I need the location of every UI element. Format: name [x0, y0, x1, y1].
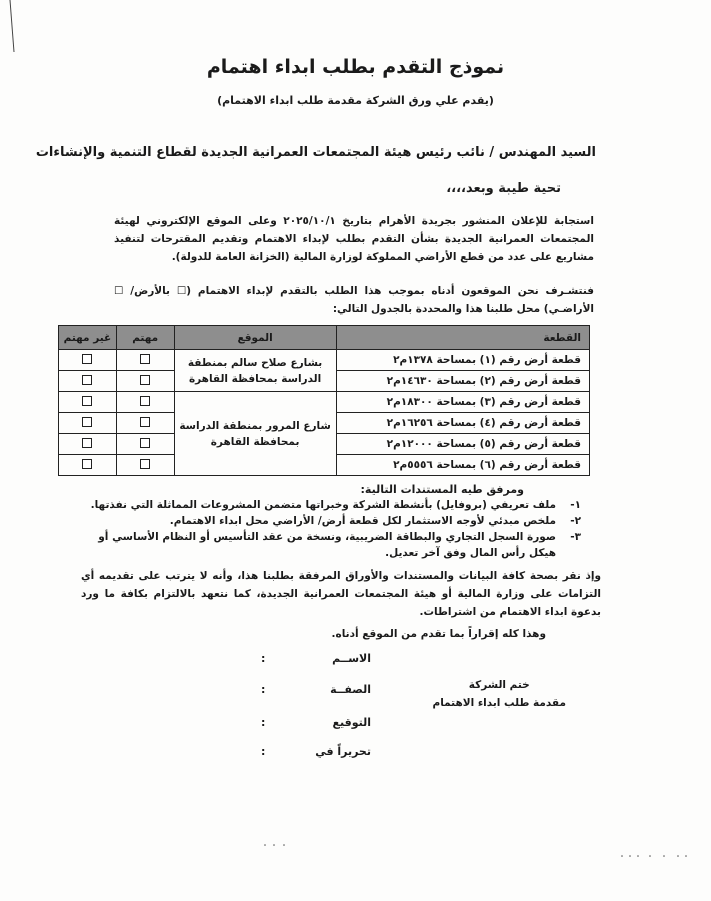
interested-cell: [116, 434, 174, 455]
scan-mark: [4, 0, 24, 55]
plot-cell: قطعة أرض رقم (٤) بمساحة ١٦٢٥٦م٢: [336, 413, 589, 434]
signature-title-field[interactable]: الصفــة :: [261, 683, 371, 696]
header-not-interested: غير مهتم: [59, 326, 117, 350]
not-interested-checkbox[interactable]: [82, 354, 92, 364]
paragraph-request: فنتشـرف نحن الموقعون أدناه بموجب هذا الطلب بالتقدم لإبداء الاهتمام (☐ بالأرض/ ☐ الأراضـي) محل طلبنا هذا والمحددة بالجدول التالي:: [114, 285, 594, 315]
document-title: نموذج التقدم بطلب ابداء اهتمام: [206, 56, 505, 78]
scan-noise: [262, 842, 292, 848]
greeting: تحية طيبة وبعد،،،،: [446, 181, 561, 196]
not-interested-checkbox[interactable]: [82, 417, 92, 427]
not-interested-checkbox[interactable]: [82, 438, 92, 448]
stamp-line-1: ختم الشركة: [468, 679, 530, 691]
signature-name-field[interactable]: الاســم :: [261, 652, 371, 665]
list-item: [76, 497, 581, 513]
list-item: [76, 529, 581, 561]
paragraph-declaration: وإذ نقر بصحة كافة البيانات والمستندات والأوراق المرفقة بطلبنا هذا، وأنه لا يترتب على تقديمه أي التزامات على وزارة المالية أو هيئة المجتمعات العمرانية الجديدة، كما نتعهد بالالتزام بكافة ما ورد بدعوة ابداء الاهتمام من اشتراطات.: [81, 570, 601, 618]
interested-cell: [116, 455, 174, 476]
not-interested-cell: [59, 455, 117, 476]
not-interested-cell: [59, 371, 117, 392]
field-label: التوقيع: [332, 716, 371, 729]
interested-checkbox[interactable]: [140, 438, 150, 448]
list-item: [76, 513, 581, 529]
interested-checkbox[interactable]: [140, 417, 150, 427]
attachments-list: [76, 497, 581, 561]
signature-date-field[interactable]: تحريراً في :: [261, 745, 371, 758]
interested-cell: [116, 350, 174, 371]
not-interested-cell: [59, 434, 117, 455]
interested-checkbox[interactable]: [140, 375, 150, 385]
not-interested-checkbox[interactable]: [82, 375, 92, 385]
not-interested-cell: [59, 392, 117, 413]
table-row: [59, 392, 590, 413]
not-interested-cell: [59, 350, 117, 371]
interested-checkbox[interactable]: [140, 354, 150, 364]
site-cell: شارع المرور بمنطقة الدراسة بمحافظة القاهرة: [174, 392, 336, 476]
addressee: السيد المهندس / نائب رئيس هيئة المجتمعات العمرانية الجديدة لقطاع التنمية والإنشاءات: [35, 145, 596, 160]
list-item-text: صورة السجل التجاري والبطاقة الضريبية، ونسخة من عقد التأسيس أو النظام الأساسي أو هيكل رأس المال وفق آخر تعديل.: [98, 531, 556, 559]
interested-cell: [116, 413, 174, 434]
table-header-row: [59, 326, 590, 350]
plot-cell: قطعة أرض رقم (٥) بمساحة ١٢٠٠٠م٢: [336, 434, 589, 455]
header-plot: القطعة: [336, 326, 589, 350]
not-interested-cell: [59, 413, 117, 434]
field-label: الاســم: [332, 652, 371, 665]
table-row: [59, 350, 590, 371]
plot-cell: قطعة أرض رقم (٣) بمساحة ١٨٣٠٠م٢: [336, 392, 589, 413]
signature-sign-field[interactable]: التوقيع :: [261, 716, 371, 729]
interested-cell: [116, 392, 174, 413]
field-label: الصفــة: [330, 683, 371, 696]
field-label: تحريراً في: [315, 745, 371, 758]
stamp-line-2: مقدمة طلب ابداء الاهتمام: [432, 697, 566, 709]
not-interested-checkbox[interactable]: [82, 396, 92, 406]
list-item-number: ١-: [570, 499, 581, 511]
list-item-number: ٢-: [570, 515, 581, 527]
site-cell: بشارع صلاح سالم بمنطقة الدراسة بمحافظة القاهرة: [174, 350, 336, 392]
interested-checkbox[interactable]: [140, 459, 150, 469]
scan-noise: [620, 853, 690, 859]
interested-checkbox[interactable]: [140, 396, 150, 406]
plots-table: [58, 325, 590, 476]
list-item-text: ملف تعريفي (بروفايل) بأنشطة الشركة وخبراتها متضمن المشروعات المماثلة التي نفذتها.: [90, 499, 556, 511]
document-subtitle: (يقدم علي ورق الشركة مقدمة طلب ابداء الاهتمام): [217, 94, 494, 107]
list-item-number: ٣-: [570, 531, 581, 543]
plot-cell: قطعة أرض رقم (٢) بمساحة ١٤٦٣٠م٢: [336, 371, 589, 392]
plot-cell: قطعة أرض رقم (١) بمساحة ١٣٧٨م٢: [336, 350, 589, 371]
header-interested: مهتم: [116, 326, 174, 350]
paragraph-intro: استجابة للإعلان المنشور بجريدة الأهرام بتاريخ ٢٠٢٥/١٠/١ وعلى الموقع الإلكتروني لهيئة المجتمعات العمرانية الجديدة بشأن التقدم بطلب لإبداء الاهتمام وتقديم المقترحات لتنفيذ مشاريع على عدد من قطع الأراضي المملوكة لوزارة المالية (الخزانة العامة للدولة).: [114, 215, 594, 263]
company-stamp-label: [433, 676, 567, 712]
confirmation-line: وهذا كله إقراراً بما تقدم من الموقع أدناه.: [331, 628, 546, 640]
plot-cell: قطعة أرض رقم (٦) بمساحة ٥٥٥٦م٢: [336, 455, 589, 476]
interested-cell: [116, 371, 174, 392]
attachments-title: ومرفق طيه المستندات التالية:: [360, 483, 524, 496]
list-item-text: ملخص مبدئي لأوجه الاستثمار لكل قطعة أرض/ الأراضي محل ابداء الاهتمام.: [169, 515, 556, 527]
header-site: الموقع: [174, 326, 336, 350]
not-interested-checkbox[interactable]: [82, 459, 92, 469]
